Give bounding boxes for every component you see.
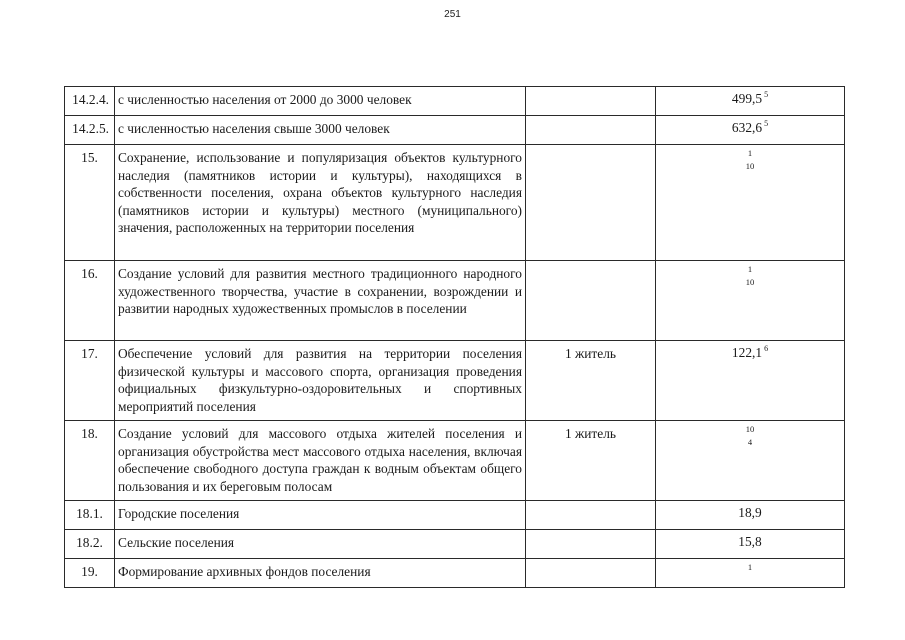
footnote-mark: 4 [747,437,753,447]
row-name: Городские поселения [115,501,526,530]
row-value: 122,1 [731,345,763,360]
row-value-cell [656,501,845,530]
footnote-mark: 10 [745,277,755,287]
footnote-mark: 1 [747,562,753,572]
table-row [65,261,845,341]
row-unit: 1 житель [526,421,656,501]
row-unit [526,145,656,261]
row-unit [526,87,656,116]
row-number: 14.2.5. [65,116,115,145]
row-number: 18.2. [65,530,115,559]
table-row [65,559,845,588]
row-name: с численностью населения свыше 3000 человек [115,116,526,145]
row-name: Создание условий для развития местного традиционного народного художественного творчества, участие в сохранении, возрождении и развитии народных художественных промыслов в поселении [115,261,526,341]
row-name: Сохранение, использование и популяризация объектов культурного наследия (памятников истории и культуры), находящихся в собственности поселения, охрана объектов культурного наследия (памятников истории и культуры) местного (муниципального) значения, расположенных на территории поселения [115,145,526,261]
row-value: 18,9 [738,505,762,520]
row-number: 18.1. [65,501,115,530]
row-value-cell [656,341,845,421]
table-row [65,145,845,261]
row-number: 14.2.4. [65,87,115,116]
table-row [65,421,845,501]
footnote-mark: 6 [764,344,769,353]
row-number: 18. [65,421,115,501]
row-value-cell [656,87,845,116]
row-name: с численностью населения от 2000 до 3000 человек [115,87,526,116]
row-number: 16. [65,261,115,341]
table-row [65,341,845,421]
table-row [65,501,845,530]
row-number: 15. [65,145,115,261]
row-value-cell [656,559,845,588]
norms-table [64,86,845,588]
row-name: Формирование архивных фондов поселения [115,559,526,588]
row-unit [526,559,656,588]
row-value-cell [656,530,845,559]
row-unit [526,530,656,559]
row-value-cell [656,421,845,501]
row-value: 632,6 [731,120,763,135]
footnote-mark: 5 [764,119,769,128]
footnote-mark: 1 [747,148,753,158]
row-number: 17. [65,341,115,421]
row-unit [526,116,656,145]
row-value-cell [656,116,845,145]
row-unit [526,261,656,341]
row-unit [526,501,656,530]
footnote-mark: 1 [747,264,753,274]
table-row [65,116,845,145]
row-value-cell [656,145,845,261]
footnote-mark: 5 [764,90,769,99]
footnote-mark: 10 [745,161,755,171]
footnote-mark: 10 [745,424,755,434]
table-row [65,87,845,116]
row-value: 15,8 [738,534,762,549]
row-value: 499,5 [731,91,763,106]
row-name: Обеспечение условий для развития на территории поселения физической культуры и массового спорта, организация проведения официальных физкультурно-оздоровительных и спортивных мероприятий поселения [115,341,526,421]
row-number: 19. [65,559,115,588]
row-name: Создание условий для массового отдыха жителей поселения и организация обустройства мест массового отдыха населения, включая обеспечение свободного доступа граждан к водным объектам общего пользования и их береговым полосам [115,421,526,501]
row-unit: 1 житель [526,341,656,421]
row-value-cell [656,261,845,341]
page-number: 251 [444,9,461,20]
row-name: Сельские поселения [115,530,526,559]
table-row [65,530,845,559]
